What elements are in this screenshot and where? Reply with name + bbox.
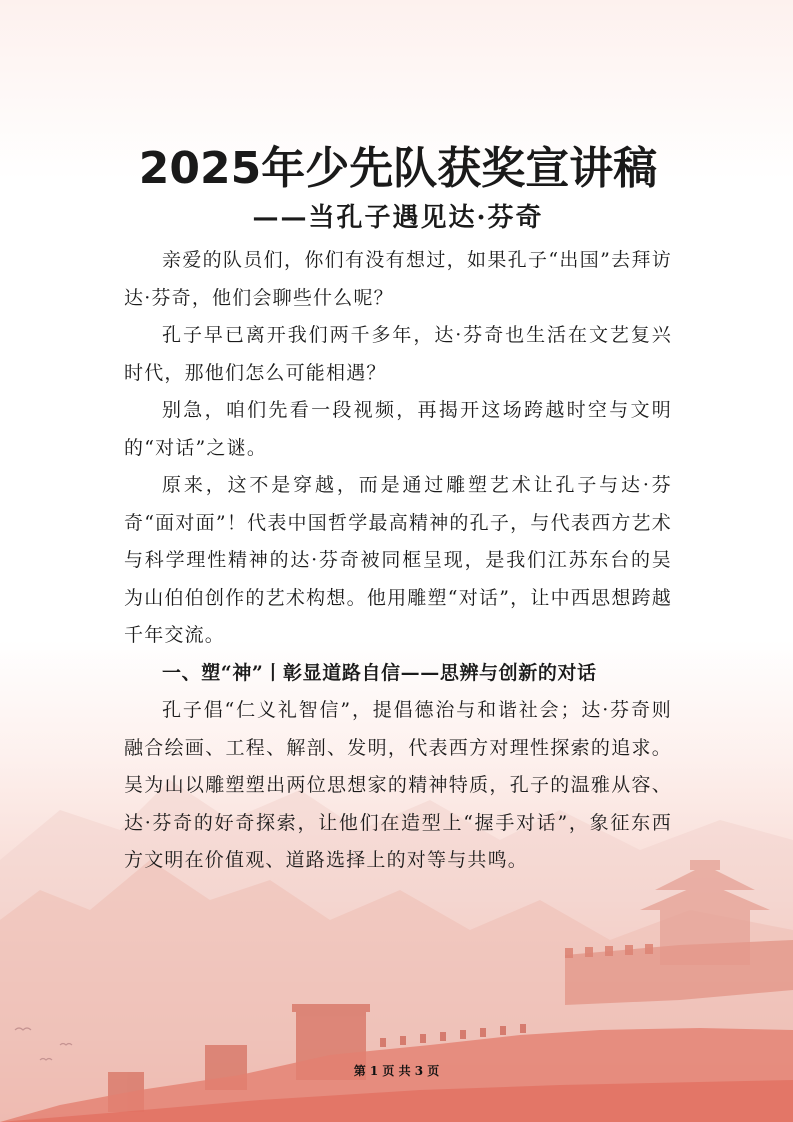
- body-paragraph: 别急，咱们先看一段视频，再揭开这场跨越时空与文明的“对话”之谜。: [124, 399, 672, 459]
- section-paragraph: 孔子倡“仁义礼智信”，提倡德治与和谐社会；达·芬奇则融合绘画、工程、解剖、发明，代表西方对理性探索的追求。吴为山以雕塑塑出两位思想家的精神特质，孔子的温雅从容、达·芬奇的好奇探索，让他们在造型上“握手对话”，象征东西方文明在价值观、道路选择上的对等与共鸣。: [124, 699, 672, 871]
- body-paragraph: 原来，这不是穿越，而是通过雕塑艺术让孔子与达·芬奇“面对面”！代表中国哲学最高精神的孔子，与代表西方艺术与科学理性精神的达·芬奇被同框呈现，是我们江苏东台的吴为山伯伯创作的艺术构想。他用雕塑“对话”，让中西思想跨越千年交流。: [124, 474, 672, 646]
- body-paragraph: 孔子早已离开我们两千多年，达·芬奇也生活在文艺复兴时代，那他们怎么可能相遇？: [124, 324, 672, 384]
- document-title: 2025年少先队获奖宣讲稿: [138, 143, 658, 194]
- document-body: [124, 140, 672, 880]
- body-paragraph: 亲爱的队员们，你们有没有想过，如果孔子“出国”去拜访达·芬奇，他们会聊些什么呢？: [124, 249, 672, 309]
- page-number-footer: 第 1 页 共 3 页: [353, 1064, 440, 1078]
- section-heading: 一、塑“神”丨彰显道路自信——思辨与创新的对话: [162, 661, 597, 684]
- document-subtitle: ——当孔子遇见达·芬奇: [252, 203, 544, 233]
